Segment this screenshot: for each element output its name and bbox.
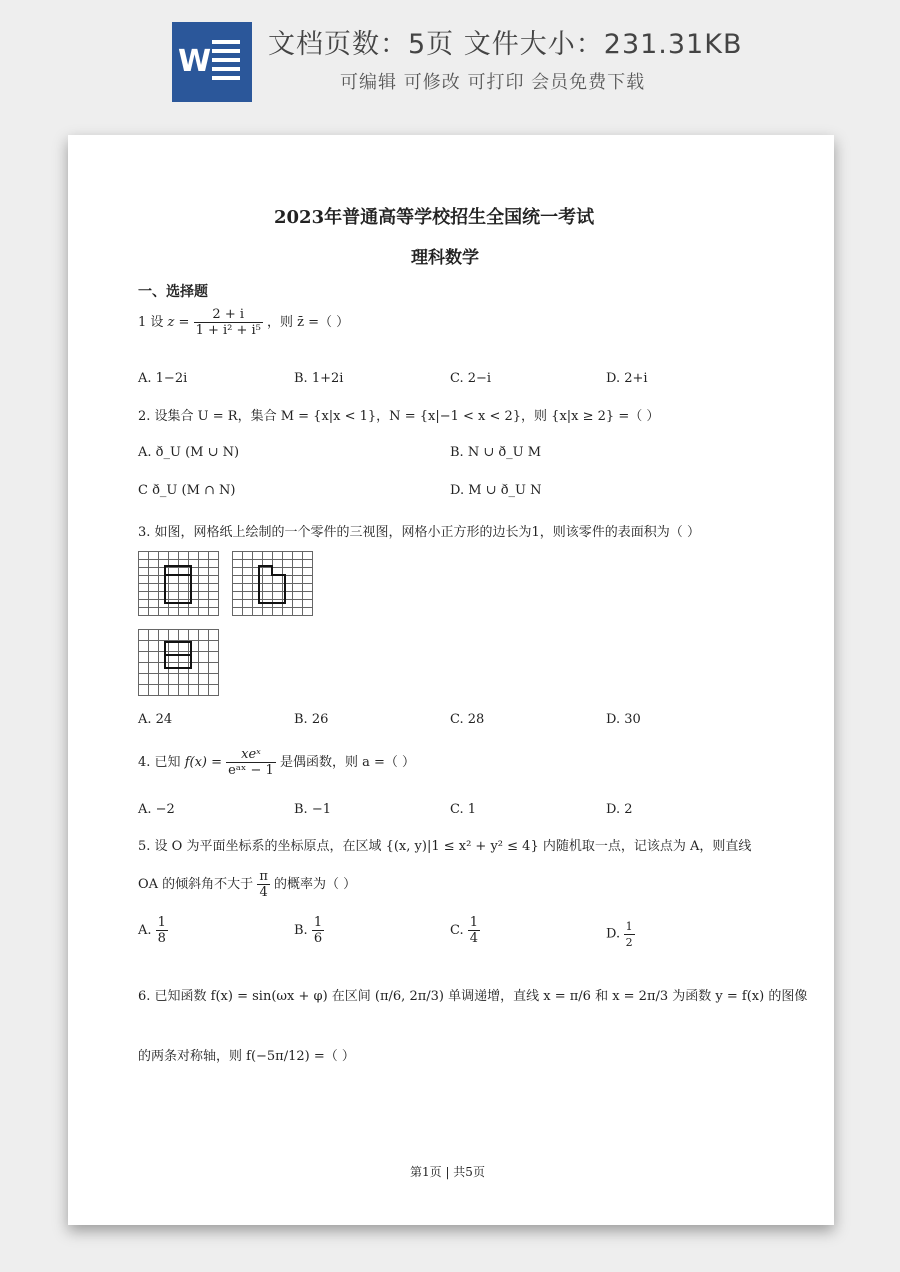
question-5-line-2 [138, 869, 356, 900]
q5-option-a-den: 8 [157, 931, 166, 946]
q5-option-d-label: D. [606, 926, 621, 942]
q5-option-c-label: C. [450, 923, 464, 938]
q3-option-a: A. 24 [138, 712, 173, 727]
q4-option-b: B. −1 [294, 802, 331, 817]
q4-prefix: 4. 已知 [138, 755, 181, 770]
q5-option-b [294, 915, 324, 946]
q2-option-c: C ð_U (M ∩ N) [138, 483, 236, 498]
side-view-grid [232, 551, 314, 617]
question-6-line-2: 的两条对称轴，则 f(−5π/12) =（ ） [138, 1049, 355, 1064]
doc-subtitle: 理科数学 [411, 248, 479, 268]
q1-denominator: 1 + i² + i⁵ [195, 323, 261, 338]
section-heading: 一、选择题 [138, 284, 208, 300]
doc-title: 2023年普通高等学校招生全国统一考试 [274, 207, 595, 228]
q1-numerator: 2 + i [194, 307, 263, 323]
q5-pi-denominator: 4 [259, 885, 268, 900]
question-1 [138, 307, 349, 338]
q5-pi-numerator: π [259, 869, 268, 884]
q1-option-c: C. 2−i [450, 371, 492, 386]
question-3: 3. 如图，网格纸上绘制的一个零件的三视图，网格小正方形的边长为1，则该零件的表面积为（ ） [138, 525, 700, 540]
q1-fraction [194, 307, 263, 338]
download-banner [0, 0, 900, 120]
q3-option-c: C. 28 [450, 712, 485, 727]
q4-option-c: C. 1 [450, 802, 477, 817]
q5-option-c-num: 1 [469, 915, 479, 930]
front-view-grid [138, 551, 220, 617]
q1-tail: ，则 z̄ =（ ） [267, 315, 350, 330]
document-page [68, 135, 834, 1225]
q2-option-d: D. M ∪ ð_U N [450, 483, 542, 498]
question-2: 2. 设集合 U = R，集合 M = {x|x < 1}，N = {x|−1 < x < 2}，则 {x|x ≥ 2} =（ ） [138, 409, 660, 424]
q5-option-c-den: 4 [469, 931, 479, 946]
question-5-line-1: 5. 设 O 为平面坐标系的坐标原点，在区域 {(x, y)|1 ≤ x² + y² ≤ 4} 内随机取一点，记该点为 A，则直线 [138, 839, 752, 854]
q1-option-d: D. 2+i [606, 371, 648, 386]
q5-option-c [450, 915, 480, 946]
q2-option-a: A. ð_U (M ∪ N) [138, 445, 240, 460]
q5-line2-prefix: OA 的倾斜角不大于 [138, 877, 254, 892]
q3-option-b: B. 26 [294, 712, 329, 727]
q4-denominator: eᵃˣ − 1 [228, 763, 274, 778]
q1-z: z = [167, 315, 190, 330]
word-doc-icon: W [172, 22, 252, 102]
banner-title: 文档页数：5页 文件大小：231.31KB [268, 29, 743, 60]
q3-option-d: D. 30 [606, 712, 641, 727]
q4-numerator: xeˣ [226, 747, 276, 763]
q4-function: f(x) = [184, 755, 222, 770]
q4-fraction [226, 747, 276, 778]
q5-option-a [138, 915, 168, 946]
q5-pi-fraction [257, 869, 270, 900]
q4-option-a: A. −2 [138, 802, 175, 817]
q5-option-a-label: A. [138, 923, 152, 938]
q5-option-b-label: B. [294, 923, 308, 938]
q5-option-b-num: 1 [313, 915, 323, 930]
banner-subtitle: 可编辑 可修改 可打印 会员免费下载 [340, 72, 646, 93]
q5-option-d-num: 1 [625, 920, 633, 933]
q1-option-a: A. 1−2i [138, 371, 188, 386]
question-4 [138, 747, 415, 778]
q2-option-b: B. N ∪ ð_U M [450, 445, 542, 460]
q1-number: 1 设 [138, 315, 164, 330]
q4-option-d: D. 2 [606, 802, 633, 817]
q1-option-b: B. 1+2i [294, 371, 344, 386]
q5-line2-suffix: 的概率为（ ） [274, 877, 357, 892]
page-footer: 第1页 | 共5页 [410, 1165, 485, 1179]
q4-suffix: 是偶函数，则 a =（ ） [279, 755, 415, 770]
q5-option-a-num: 1 [157, 915, 166, 930]
top-view-grid [138, 629, 220, 697]
q5-option-b-den: 6 [313, 931, 323, 946]
q5-option-d-den: 2 [625, 936, 633, 949]
q5-option-d [606, 919, 635, 950]
question-6-line-1: 6. 已知函数 f(x) = sin(ωx + φ) 在区间 (π/6, 2π/3) 单调递增，直线 x = π/6 和 x = 2π/3 为函数 y = f(x) 的图像 [138, 989, 808, 1004]
